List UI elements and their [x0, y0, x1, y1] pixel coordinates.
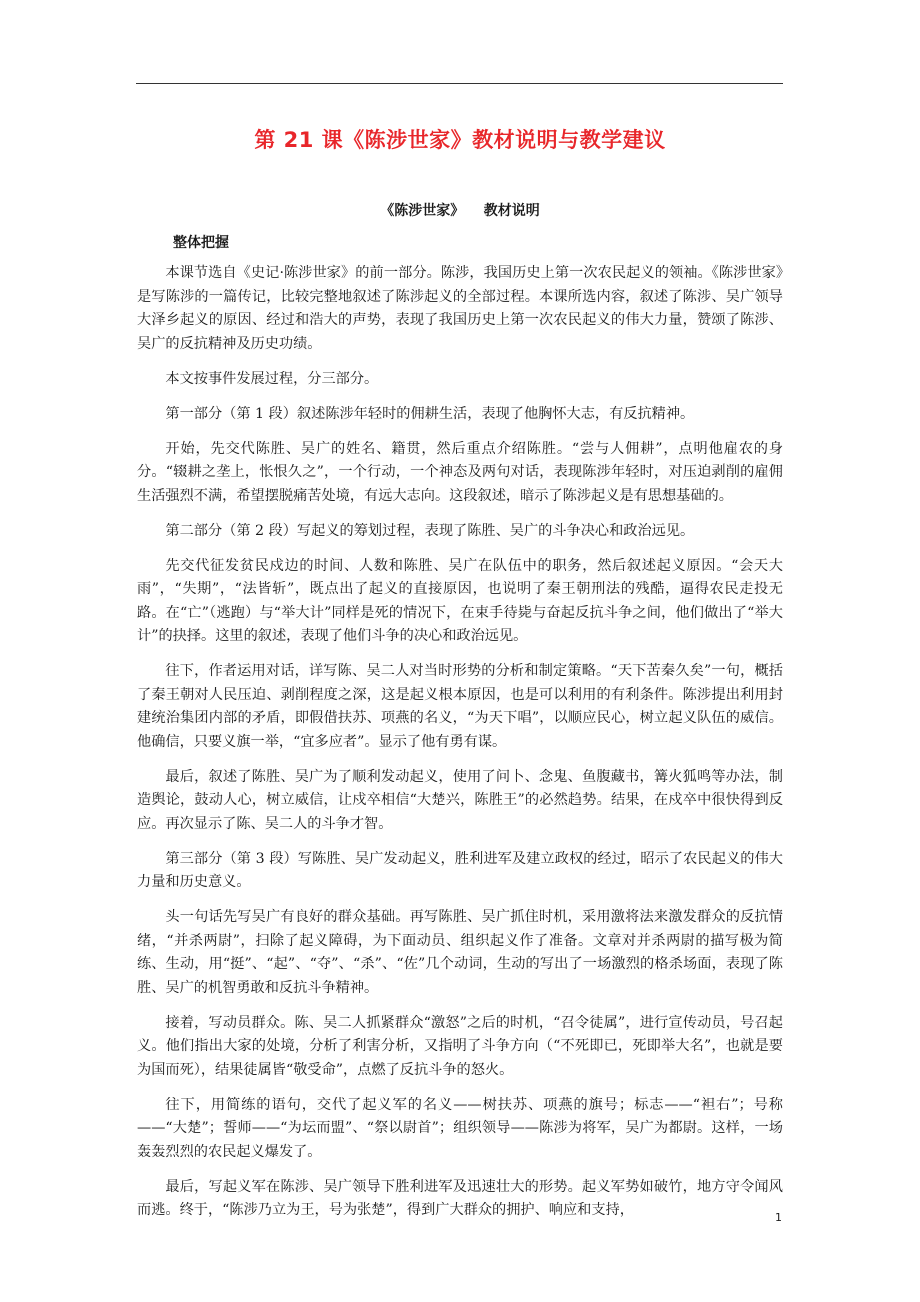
header-rule — [136, 83, 783, 84]
paragraph: 第一部分（第 1 段）叙述陈涉年轻时的佣耕生活，表现了他胸怀大志，有反抗精神。 — [165, 405, 695, 422]
page-title: 第 21 课《陈涉世家》教材说明与教学建议 — [254, 128, 666, 152]
paragraph: 最后，叙述了陈胜、吴广为了顺利发动起义，使用了问卜、念鬼、鱼腹藏书，篝火狐鸣等办法，制造舆论，鼓动人心，树立威信，让戍卒相信“大楚兴，陈胜王”的必然趋势。结果，在戍卒中很快得到反应。再次显示了陈、吴二人的斗争才智。 — [137, 768, 783, 832]
paragraph: 头一句话先写吴广有良好的群众基础。再写陈胜、吴广抓住时机，采用激将法来激发群众的反抗情绪，“并杀两尉”，扫除了起义障碍，为下面动员、组织起义作了准备。文章对并杀两尉的描写极为简练、生动，用“挺”、“起”、“夺”、“杀”、“佐”几个动词，生动的写出了一场激烈的格杀场面，表现了陈胜、吴广的机智勇敢和反抗斗争精神。 — [137, 909, 783, 996]
paragraph: 接着，写动员群众。陈、吴二人抓紧群众“激怒”之后的时机，“召令徒属”，进行宣传动员，号召起义。他们指出大家的处境，分析了利害分析，又指明了斗争方向（“不死即已，死即举大名”，也就是要为国而死），结果徒属皆“敬受命”，点燃了反抗斗争的怒火。 — [137, 1014, 783, 1078]
paragraph: 第二部分（第 2 段）写起义的筹划过程，表现了陈胜、吴广的斗争决心和政治远见。 — [165, 522, 695, 539]
paragraph: 本课节选自《史记·陈涉世家》的前一部分。陈涉，我国历史上第一次农民起义的领袖。《陈涉世家》是写陈涉的一篇传记，比较完整地叙述了陈涉起义的全部过程。本课所选内容，叙述了陈涉、吴广领导大泽乡起义的原因、经过和浩大的声势，表现了我国历史上第一次农民起义的伟大力量，赞颂了陈涉、吴广的反抗精神及历史功绩。 — [137, 265, 783, 352]
paragraph: 开始，先交代陈胜、吴广的姓名、籍贯，然后重点介绍陈胜。“尝与人佣耕”，点明他雇农的身分。“辍耕之垄上，怅恨久之”，一个行动，一个神态及两句对话，表现陈涉年轻时，对压迫剥削的雇佣生活强烈不满，希望摆脱痛苦处境，有远大志向。这段叙述，暗示了陈涉起义是有思想基础的。 — [137, 440, 783, 504]
paragraph: 先交代征发贫民戍边的时间、人数和陈胜、吴广在队伍中的职务，然后叙述起义原因。“会天大雨”，“失期”，“法皆斩”，既点出了起义的直接原因，也说明了秦王朝刑法的残酷，逼得农民走投无路。在“亡”（逃跑）与“举大计”同样是死的情况下，在束手待毙与奋起反抗斗争之间，他们做出了“举大计”的抉择。这里的叙述，表现了他们斗争的决心和政治远见。 — [137, 557, 783, 644]
paragraph: 往下，用简练的语句，交代了起义军的名义——树扶苏、项燕的旗号；标志——“袒右”；号称——“大楚”；誓师——“为坛而盟”、“祭以尉首”；组织领导——陈涉为将军，吴广为都尉。这样，一场轰轰烈烈的农民起义爆发了。 — [137, 1096, 783, 1160]
section-heading: 整体把握 — [173, 235, 229, 251]
paragraph: 本文按事件发展过程，分三部分。 — [165, 370, 379, 387]
page-number: 1 — [775, 1211, 782, 1224]
subtitle: 《陈涉世家》 教材说明 — [380, 203, 540, 219]
body-text — [137, 262, 783, 1234]
paragraph: 最后，写起义军在陈涉、吴广领导下胜利进军及迅速壮大的形势。起义军势如破竹，地方守令闻风而逃。终于，“陈涉乃立为王，号为张楚”，得到广大群众的拥护、响应和支持， — [137, 1178, 783, 1218]
paragraph: 往下，作者运用对话，详写陈、吴二人对当时形势的分析和制定策略。“天下苦秦久矣”一句，概括了秦王朝对人民压迫、剥削程度之深，这是起义根本原因，也是可以利用的有利条件。陈涉提出利用封建统治集团内部的矛盾，即假借扶苏、项燕的名义，“为天下唱”，以顺应民心，树立起义队伍的威信。他确信，只要义旗一举，“宜多应者”。显示了他有勇有谋。 — [137, 663, 783, 750]
paragraph: 第三部分（第 3 段）写陈胜、吴广发动起义，胜利进军及建立政权的经过，昭示了农民起义的伟大力量和历史意义。 — [137, 850, 783, 890]
